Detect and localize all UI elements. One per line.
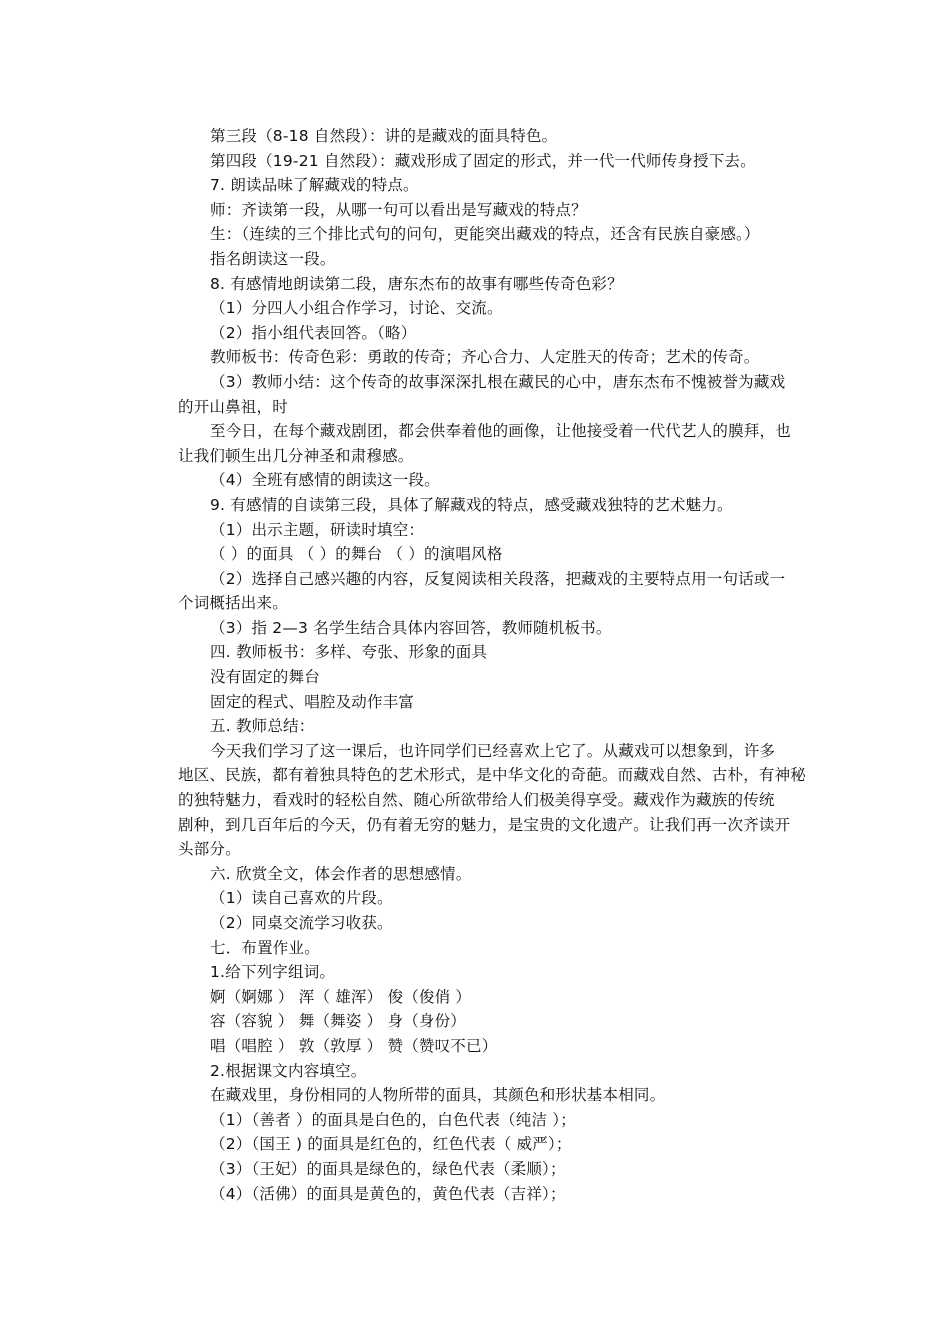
text-line: 容（容貌 ） 舞（舞姿 ） 身（身份） (210, 1012, 467, 1031)
text-line: 今天我们学习了这一课后，也许同学们已经喜欢上它了。从藏戏可以想象到，许多 (210, 741, 776, 760)
text-line: 婀（婀娜 ） 浑（ 雄浑） 俊（俊俏 ） (210, 987, 472, 1006)
text-line: 指名朗读这一段。 (210, 249, 336, 268)
text-line: 在藏戏里，身份相同的人物所带的面具，其颜色和形状基本相同。 (210, 1086, 666, 1105)
text-line: （3）指 2—3 名学生结合具体内容回答，教师随机板书。 (210, 618, 612, 637)
text-line: 生：（连续的三个排比式句的问句，更能突出藏戏的特点，还含有民族自豪感。） (210, 225, 760, 244)
text-line: （3）（王妃）的面具是绿色的，绿色代表（柔顺）； (210, 1159, 566, 1178)
text-line: 剧种，到几百年后的今天，仍有着无穷的魅力，是宝贵的文化遗产。让我们再一次齐读开 (178, 815, 791, 834)
text-line: （2）指小组代表回答。（略） (210, 323, 417, 342)
text-line: 头部分。 (178, 840, 241, 859)
text-line: （2）选择自己感兴趣的内容，反复阅读相关段落，把藏戏的主要特点用一句话或一 (210, 569, 786, 588)
text-line: 师：齐读第一段，从哪一句可以看出是写藏戏的特点？ (210, 200, 587, 219)
text-line: （ ）的面具 （ ）的舞台 （ ）的演唱风格 (210, 545, 503, 564)
text-line: （1）读自己喜欢的片段。 (210, 889, 393, 908)
text-line: （2）（国王 ) 的面具是红色的，红色代表（ 威严）； (210, 1135, 572, 1154)
text-line: 四. 教师板书：多样、夸张、形象的面具 (210, 643, 488, 662)
text-line: 六. 欣赏全文，体会作者的思想感情。 (210, 864, 472, 883)
text-line: 第三段（8-18 自然段）：讲的是藏戏的面具特色。 (210, 127, 558, 145)
text-line: 唱（唱腔 ） 敦（敦厚 ） 赞（赞叹不已） (210, 1036, 498, 1055)
document-body (178, 124, 812, 1206)
text-line: 五. 教师总结： (210, 717, 315, 736)
text-line: 的开山鼻祖，时 (178, 397, 288, 416)
text-line: （1）分四人小组合作学习，讨论、交流。 (210, 299, 503, 318)
text-line: 七．布置作业。 (210, 938, 320, 957)
text-line: 地区、民族，都有着独具特色的艺术形式，是中华文化的奇葩。而藏戏自然、古朴，有神秘 (178, 766, 807, 785)
text-line: 教师板书：传奇色彩：勇敢的传奇；齐心合力、人定胜天的传奇；艺术的传奇。 (210, 348, 760, 367)
text-line: 固定的程式、唱腔及动作丰富 (210, 692, 415, 711)
text-line: （4）全班有感情的朗读这一段。 (210, 471, 440, 490)
text-line: （4）（活佛）的面具是黄色的，黄色代表（吉祥）； (210, 1184, 566, 1203)
text-line: 8. 有感情地朗读第二段，唐东杰布的故事有哪些传奇色彩？ (210, 274, 623, 293)
text-line: 1.给下列字组词。 (210, 963, 336, 982)
text-line: 第四段（19-21 自然段）：藏戏形成了固定的形式，并一代一代师传身授下去。 (210, 151, 756, 170)
text-line: 没有固定的舞台 (210, 668, 320, 687)
text-line: 9. 有感情的自读第三段，具体了解藏戏的特点，感受藏戏独特的艺术魅力。 (210, 495, 733, 514)
text-line: （3）教师小结：这个传奇的故事深深扎根在藏民的心中，唐东杰布不愧被誉为藏戏 (210, 372, 786, 391)
text-line: （2）同桌交流学习收获。 (210, 914, 393, 932)
text-line: （1）（善者 ）的面具是白色的，白色代表（纯洁 ）； (210, 1110, 576, 1129)
text-line: 2.根据课文内容填空。 (210, 1061, 367, 1080)
text-line: 的独特魅力，看戏时的轻松自然、随心所欲带给人们极美得享受。藏戏作为藏族的传统 (178, 791, 775, 810)
text-line: 至今日，在每个藏戏剧团，都会供奉着他的画像，让他接受着一代代艺人的膜拜，也 (210, 422, 791, 441)
text-line: （1）出示主题，研读时填空： (210, 520, 425, 539)
text-line: 个词概括出来。 (178, 594, 288, 613)
text-line: 7. 朗读品味了解藏戏的特点。 (210, 176, 419, 195)
text-line: 让我们顿生出几分神圣和肃穆感。 (178, 446, 414, 465)
